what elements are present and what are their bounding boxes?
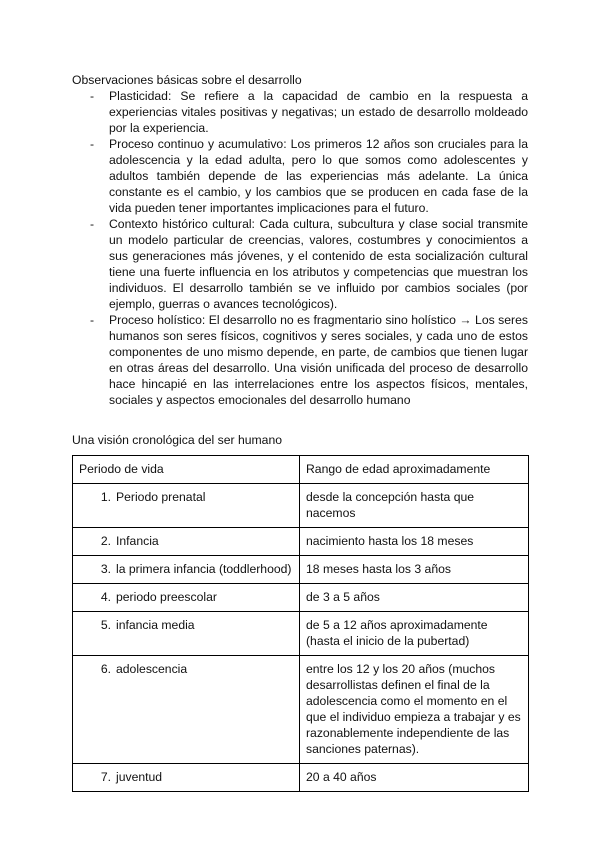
row-number: 4. xyxy=(100,590,111,604)
list-item xyxy=(72,312,528,408)
period-cell xyxy=(73,612,300,656)
list-item-text: Proceso continuo y acumulativo: Los primeros 12 años son cruciales para la adolescencia y la edad adulta, pero lo que somos como adolescentes y adultos también depende de las experiencias más adelante. La única constante es el cambio, y los cambios que se producen en cada fase de la vida pueden tener importantes implicaciones para el futuro. xyxy=(109,137,528,215)
bullet-dash: - xyxy=(90,89,95,103)
list-item xyxy=(72,88,528,136)
period-label: Periodo prenatal xyxy=(116,490,206,504)
period-label: infancia media xyxy=(116,618,195,632)
chronology-heading: Una visión cronológica del ser humano xyxy=(72,433,283,447)
period-cell xyxy=(73,556,300,584)
list-item-text: Proceso holístico: El desarrollo no es fragmentario sino holístico → Los seres humanos son seres físicos, cognitivos y seres sociales, y cada uno de estos componentes de uno mismo depende, en parte, de cambios que tienen lugar en otras áreas del desarrollo. Una visión unificada del proceso de desarrollo hace hincapié en las interrelaciones entre los aspectos físicos, mentales, sociales y aspectos emocionales del desarrollo humano xyxy=(109,313,528,407)
header-range: Rango de edad aproximadamente xyxy=(300,456,529,484)
range-cell: entre los 12 y los 20 años (muchos desarrollistas definen el final de la adolescencia como el momento en el que el individuo empieza a trabajar y es razonablemente independiente de las sanciones paternas). xyxy=(300,656,529,764)
table-row xyxy=(73,764,529,792)
bullet-dash: - xyxy=(90,137,95,151)
period-label: adolescencia xyxy=(116,662,188,676)
range-cell: de 5 a 12 años aproximadamente (hasta el inicio de la pubertad) xyxy=(300,612,529,656)
period-cell xyxy=(73,584,300,612)
period-cell xyxy=(73,656,300,764)
observations-list xyxy=(72,88,528,408)
range-cell: 20 a 40 años xyxy=(300,764,529,792)
range-cell: de 3 a 5 años xyxy=(300,584,529,612)
list-item xyxy=(72,216,528,312)
list-item-text: Plasticidad: Se refiere a la capacidad de cambio en la respuesta a experiencias vitales positivas y negativas; un estado de desarrollo moldeado por la experiencia. xyxy=(109,89,528,135)
period-label: Infancia xyxy=(116,534,159,548)
table-row xyxy=(73,584,529,612)
bullet-dash: - xyxy=(90,217,95,231)
table-row xyxy=(73,484,529,528)
table-header-row xyxy=(73,456,529,484)
row-number: 2. xyxy=(100,534,111,548)
period-cell xyxy=(73,484,300,528)
observations-heading: Observaciones básicas sobre el desarrollo xyxy=(72,73,302,87)
table-row xyxy=(73,556,529,584)
row-number: 1. xyxy=(100,490,111,504)
document-page xyxy=(72,72,528,448)
row-number: 3. xyxy=(100,562,111,576)
bullet-dash: - xyxy=(90,313,95,327)
period-label: la primera infancia (toddlerhood) xyxy=(116,562,292,576)
table-row xyxy=(73,612,529,656)
period-cell xyxy=(73,528,300,556)
life-stages-table xyxy=(72,455,529,792)
row-number: 5. xyxy=(100,618,111,632)
row-number: 6. xyxy=(100,662,111,676)
header-period: Periodo de vida xyxy=(73,456,300,484)
table-row xyxy=(73,528,529,556)
period-label: periodo preescolar xyxy=(116,590,217,604)
range-cell: 18 meses hasta los 3 años xyxy=(300,556,529,584)
period-cell xyxy=(73,764,300,792)
period-label: juventud xyxy=(116,770,163,784)
range-cell: desde la concepción hasta que nacemos xyxy=(300,484,529,528)
list-item xyxy=(72,136,528,216)
list-item-text: Contexto histórico cultural: Cada cultura, subcultura y clase social transmite un modelo particular de creencias, valores, costumbres y conocimientos a sus generaciones más jóvenes, y el contenido de esta socialización cultural tiene una fuerte influencia en los atributos y competencias que muestran los individuos. El desarrollo también se ve influido por cambios sociales (por ejemplo, guerras o avances tecnológicos). xyxy=(109,217,528,311)
range-cell: nacimiento hasta los 18 meses xyxy=(300,528,529,556)
row-number: 7. xyxy=(100,770,111,784)
table-row xyxy=(73,656,529,764)
